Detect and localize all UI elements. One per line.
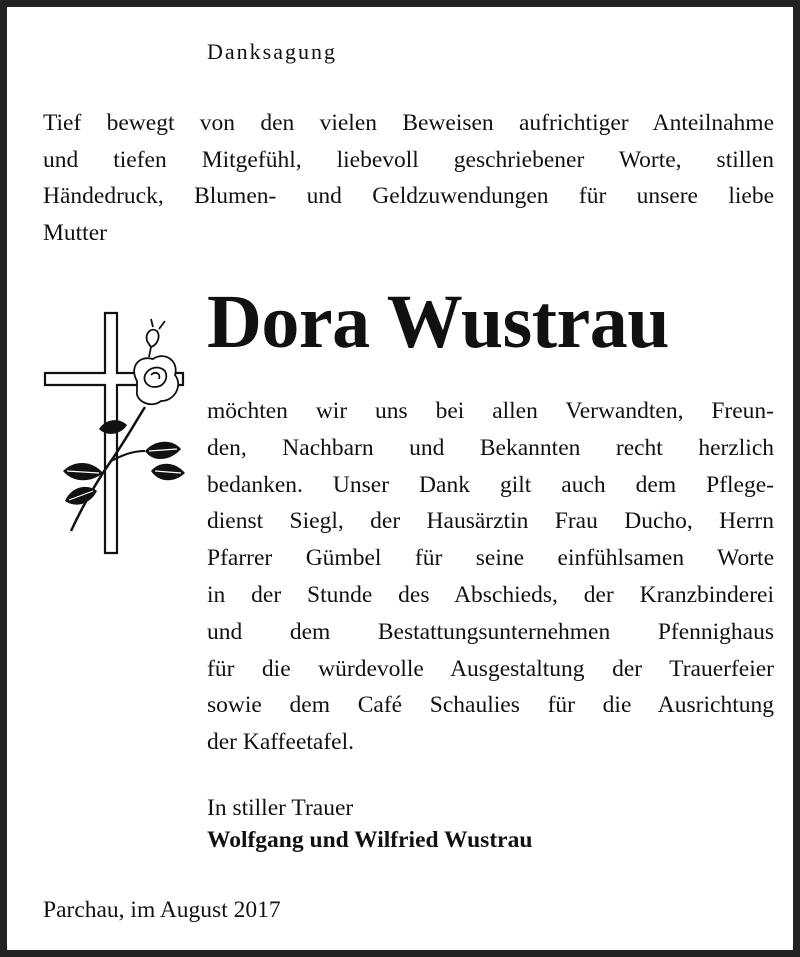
body-line: möchten wir uns bei allen Verwandten, Freun- [207,398,774,424]
intro-line: Händedruck, Blumen- und Geldzuwendungen für unsere liebe [43,183,774,210]
closing-phrase: In stiller Trauer [207,795,354,821]
signers: Wolfgang und Wilfried Wustrau [207,827,533,853]
intro-paragraph [43,105,774,252]
deceased-name: Dora Wustrau [207,280,670,364]
intro-line: und tiefen Mitgefühl, liebevoll geschriebener Worte, stillen [43,146,774,173]
body-line: sowie dem Café Schaulies für die Ausrichtung [207,692,774,719]
body-line: für die würdevolle Ausgestaltung der Trauerfeier [207,655,774,682]
heading: Danksagung [207,39,337,64]
body-line: in der Stunde des Abschieds, der Kranzbinderei [207,581,774,608]
intro-line: Mutter [43,220,107,247]
intro-line: Tief bewegt von den vielen Beweisen aufrichtiger Anteilnahme [43,110,774,136]
cross-with-rose-icon [41,311,193,559]
body-line: der Kaffeetafel. [207,729,354,756]
body-paragraph [207,393,774,761]
body-line: dienst Siegl, der Hausärztin Frau Ducho, Herrn [207,508,774,535]
body-line: Pfarrer Gümbel für seine einfühlsamen Worte [207,545,774,572]
body-line: bedanken. Unser Dank gilt auch dem Pflege- [207,471,774,498]
body-line: und dem Bestattungsunternehmen Pfennighaus [207,618,774,645]
place-date: Parchau, im August 2017 [43,897,281,923]
body-line: den, Nachbarn und Bekannten recht herzlich [207,434,774,461]
